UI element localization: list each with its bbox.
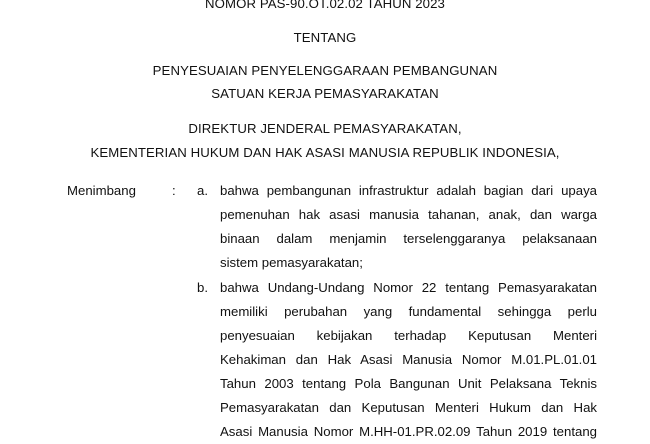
item-a-line: sistem pemasyarakatan; <box>220 255 363 270</box>
authority-line-1: DIREKTUR JENDERAL PEMASYARAKATAN, <box>188 121 462 136</box>
item-marker-a: a. <box>197 183 208 198</box>
item-b-line: bahwa Undang-Undang Nomor 22 tentang Pemasyarakatan <box>220 280 597 295</box>
tentang-heading: TENTANG <box>293 30 357 45</box>
item-b-line: memiliki perubahan yang fundamental sehingga perlu <box>220 304 597 319</box>
item-b-line: Pemasyarakatan dan Keputusan Menteri Hukum dan Hak <box>220 400 597 415</box>
item-b-line: penyesuaian kebijakan terhadap Keputusan Menteri <box>220 328 597 343</box>
menimbang-label: Menimbang <box>67 183 136 198</box>
subject-line-2: SATUAN KERJA PEMASYARAKATAN <box>211 86 439 101</box>
decree-number: NOMOR PAS-90.OT.02.02 TAHUN 2023 <box>205 0 445 11</box>
menimbang-colon: : <box>172 183 176 198</box>
item-b-line: Tahun 2003 tentang Pola Bangunan Unit Pelaksana Teknis <box>220 376 597 391</box>
item-a-line: pemenuhan hak asasi manusia tahanan, anak, dan warga <box>220 207 597 222</box>
item-a-line: bahwa pembangunan infrastruktur adalah bagian dari upaya <box>220 183 597 198</box>
authority-line-2: KEMENTERIAN HUKUM DAN HAK ASASI MANUSIA REPUBLIK INDONESIA, <box>90 145 560 160</box>
item-b-line: Asasi Manusia Nomor M.HH-01.PR.02.09 Tahun 2019 tentang <box>220 424 597 439</box>
item-b-line: Kehakiman dan Hak Asasi Manusia Nomor M.01.PL.01.01 <box>220 352 597 367</box>
subject-line-1: PENYESUAIAN PENYELENGGARAAN PEMBANGUNAN <box>152 63 498 78</box>
item-a-line: binaan dalam menjamin terselenggaranya pelaksanaan <box>220 231 597 246</box>
item-marker-b: b. <box>197 280 208 295</box>
